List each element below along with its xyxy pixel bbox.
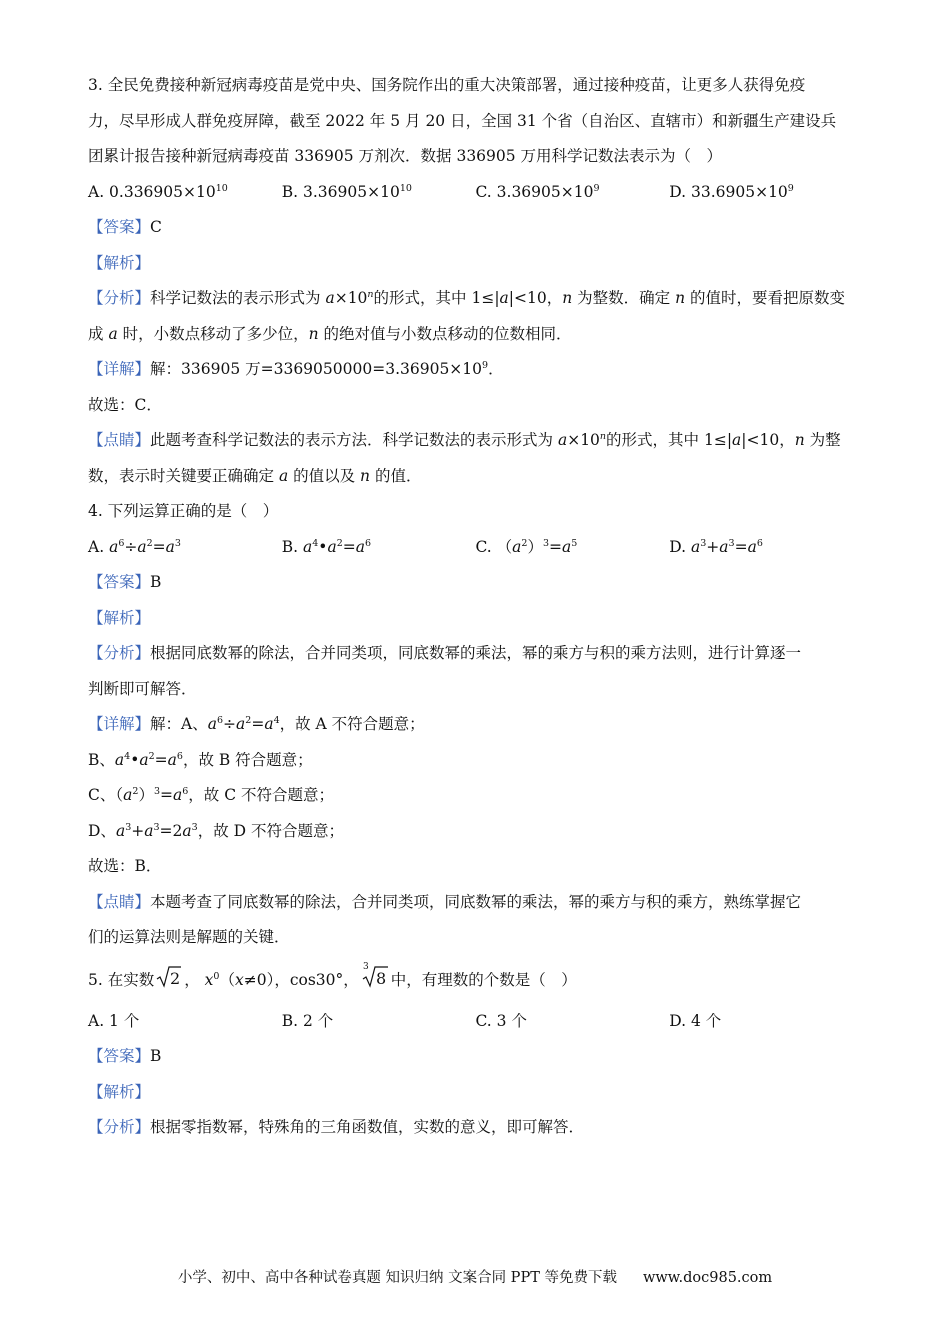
q4-fenxi-line-2: 判断即可解答． bbox=[88, 679, 197, 698]
cube-root-eight bbox=[361, 956, 389, 1004]
q4-options bbox=[88, 530, 863, 566]
q3-dianjing-line-2: 数，表示时关键要正确确定 a 的值以及 n 的值． bbox=[88, 466, 422, 485]
q3-guxuan: 故选：C． bbox=[88, 395, 162, 414]
q5-option-c: C. 3 个 bbox=[475, 1011, 527, 1030]
q5-option-a: A. 1 个 bbox=[88, 1011, 140, 1030]
q4-option-a: A. $a^6\div a^2=a^3$ bbox=[88, 537, 181, 556]
q3-stem-line-3: 团累计报告接种新冠病毒疫苗 336905 万剂次．数据 336905 万用科学记数法表示为（ ） bbox=[88, 147, 723, 165]
q5-fenxi: 【分析】根据零指数幂，特殊角的三角函数值，实数的意义，即可解答． bbox=[88, 1118, 585, 1136]
footer-text: 小学、初中、高中各种试卷真题 知识归纳 文案合同 PPT 等免费下载 bbox=[177, 1270, 617, 1286]
q4-xiangjie-c: C、$(a^2)^3=a^6$，故 C 不符合题意； bbox=[88, 786, 335, 804]
document-body bbox=[88, 68, 863, 1146]
q4-xiangjie-b: B、$a^4•a^2=a^6$，故 B 符合题意； bbox=[88, 750, 313, 769]
q3-fenxi-line-2: 成 a 时，小数点移动了多少位，n 的绝对值与小数点移动的位数相同． bbox=[88, 324, 572, 343]
q4-xiangjie-a: 【详解】解：A、$a^6\div a^2=a^4$，故 A 不符合题意； bbox=[88, 715, 425, 733]
svg-text:8: 8 bbox=[375, 968, 386, 988]
q4-dianjing-line-2: 们的运算法则是解题的关键． bbox=[88, 928, 290, 946]
q3-dianjing-line-1: 【点睛】此题考查科学记数法的表示方法．科学记数法的表示形式为 $a\times 10^n$的形式，其中 1≤|a|<10，n 为整 bbox=[88, 431, 841, 449]
svg-text:3: 3 bbox=[362, 961, 369, 972]
q3-fenxi-line-1: 【分析】科学记数法的表示形式为 $a\times 10^n$的形式，其中 1≤|a|<10，n 为整数．确定 n 的值时，要看把原数变 bbox=[88, 289, 845, 307]
q3-option-d: D. $33.6905\times 10^9$ bbox=[669, 182, 794, 201]
q5-answer: 【答案】B bbox=[88, 1047, 162, 1065]
q3-stem-line-1: 3. 全民免费接种新冠病毒疫苗是党中央、国务院作出的重大决策部署，通过接种疫苗，让更多人获得免疫 bbox=[88, 76, 806, 94]
q4-dianjing-line-1: 【点睛】本题考查了同底数幂的除法，合并同类项，同底数幂的乘法，幂的乘方与积的乘方，熟练掌握它 bbox=[88, 892, 802, 911]
q3-answer: 【答案】C bbox=[88, 218, 162, 236]
q4-stem: 4. 下列运算正确的是（ ） bbox=[88, 502, 279, 520]
q4-xiangjie-d: D、$a^3+a^3=2a^3$，故 D 不符合题意； bbox=[88, 821, 344, 840]
q3-xiangjie: 【详解】解：336905 万$=3369050000=3.36905\times 10^9$． bbox=[88, 360, 504, 378]
page-footer bbox=[0, 1266, 950, 1287]
q3-jiexi-tag: 【解析】 bbox=[88, 253, 151, 272]
q3-stem-line-2: 力，尽早形成人群免疫屏障，截至 2022 年 5 月 20 日，全国 31 个省（自治区、直辖市）和新疆生产建设兵 bbox=[88, 111, 837, 130]
q3-option-c: C. $3.36905\times 10^9$ bbox=[475, 182, 600, 201]
q4-jiexi-tag: 【解析】 bbox=[88, 608, 151, 627]
q4-answer: 【答案】B bbox=[88, 573, 162, 591]
q4-option-b: B. $a^4•a^2=a^6$ bbox=[281, 537, 372, 556]
q3-option-b: B. $3.36905\times 10^{10}$ bbox=[281, 182, 412, 201]
q3-options bbox=[88, 175, 863, 211]
q5-options bbox=[88, 1004, 863, 1040]
q4-option-d: D. $a^3+a^3=a^6$ bbox=[669, 537, 763, 556]
q5-jiexi-tag: 【解析】 bbox=[88, 1082, 151, 1101]
q4-guxuan: 故选：B． bbox=[88, 857, 162, 875]
q4-fenxi-line-1: 【分析】根据同底数幂的除法，合并同类项，同底数幂的乘法，幂的乘方与积的乘方法则，进行计算逐一 bbox=[88, 644, 802, 662]
footer-site[interactable]: www.doc985.com bbox=[642, 1270, 773, 1286]
svg-text:2: 2 bbox=[170, 968, 181, 988]
q3-option-a: A. $0.336905\times 10^{10}$ bbox=[88, 182, 228, 201]
q4-option-c: C. $(a^2)^3=a^5$ bbox=[475, 537, 578, 556]
sqrt-two bbox=[156, 956, 182, 1004]
q5-stem: 5. 在实数 2 ， $x^0(x\ne 0)$，cos30°， 3 8 中，有理数的个数是（ ） bbox=[88, 956, 863, 1004]
q5-option-b: B. 2 个 bbox=[281, 1011, 334, 1030]
q5-option-d: D. 4 个 bbox=[669, 1011, 722, 1030]
